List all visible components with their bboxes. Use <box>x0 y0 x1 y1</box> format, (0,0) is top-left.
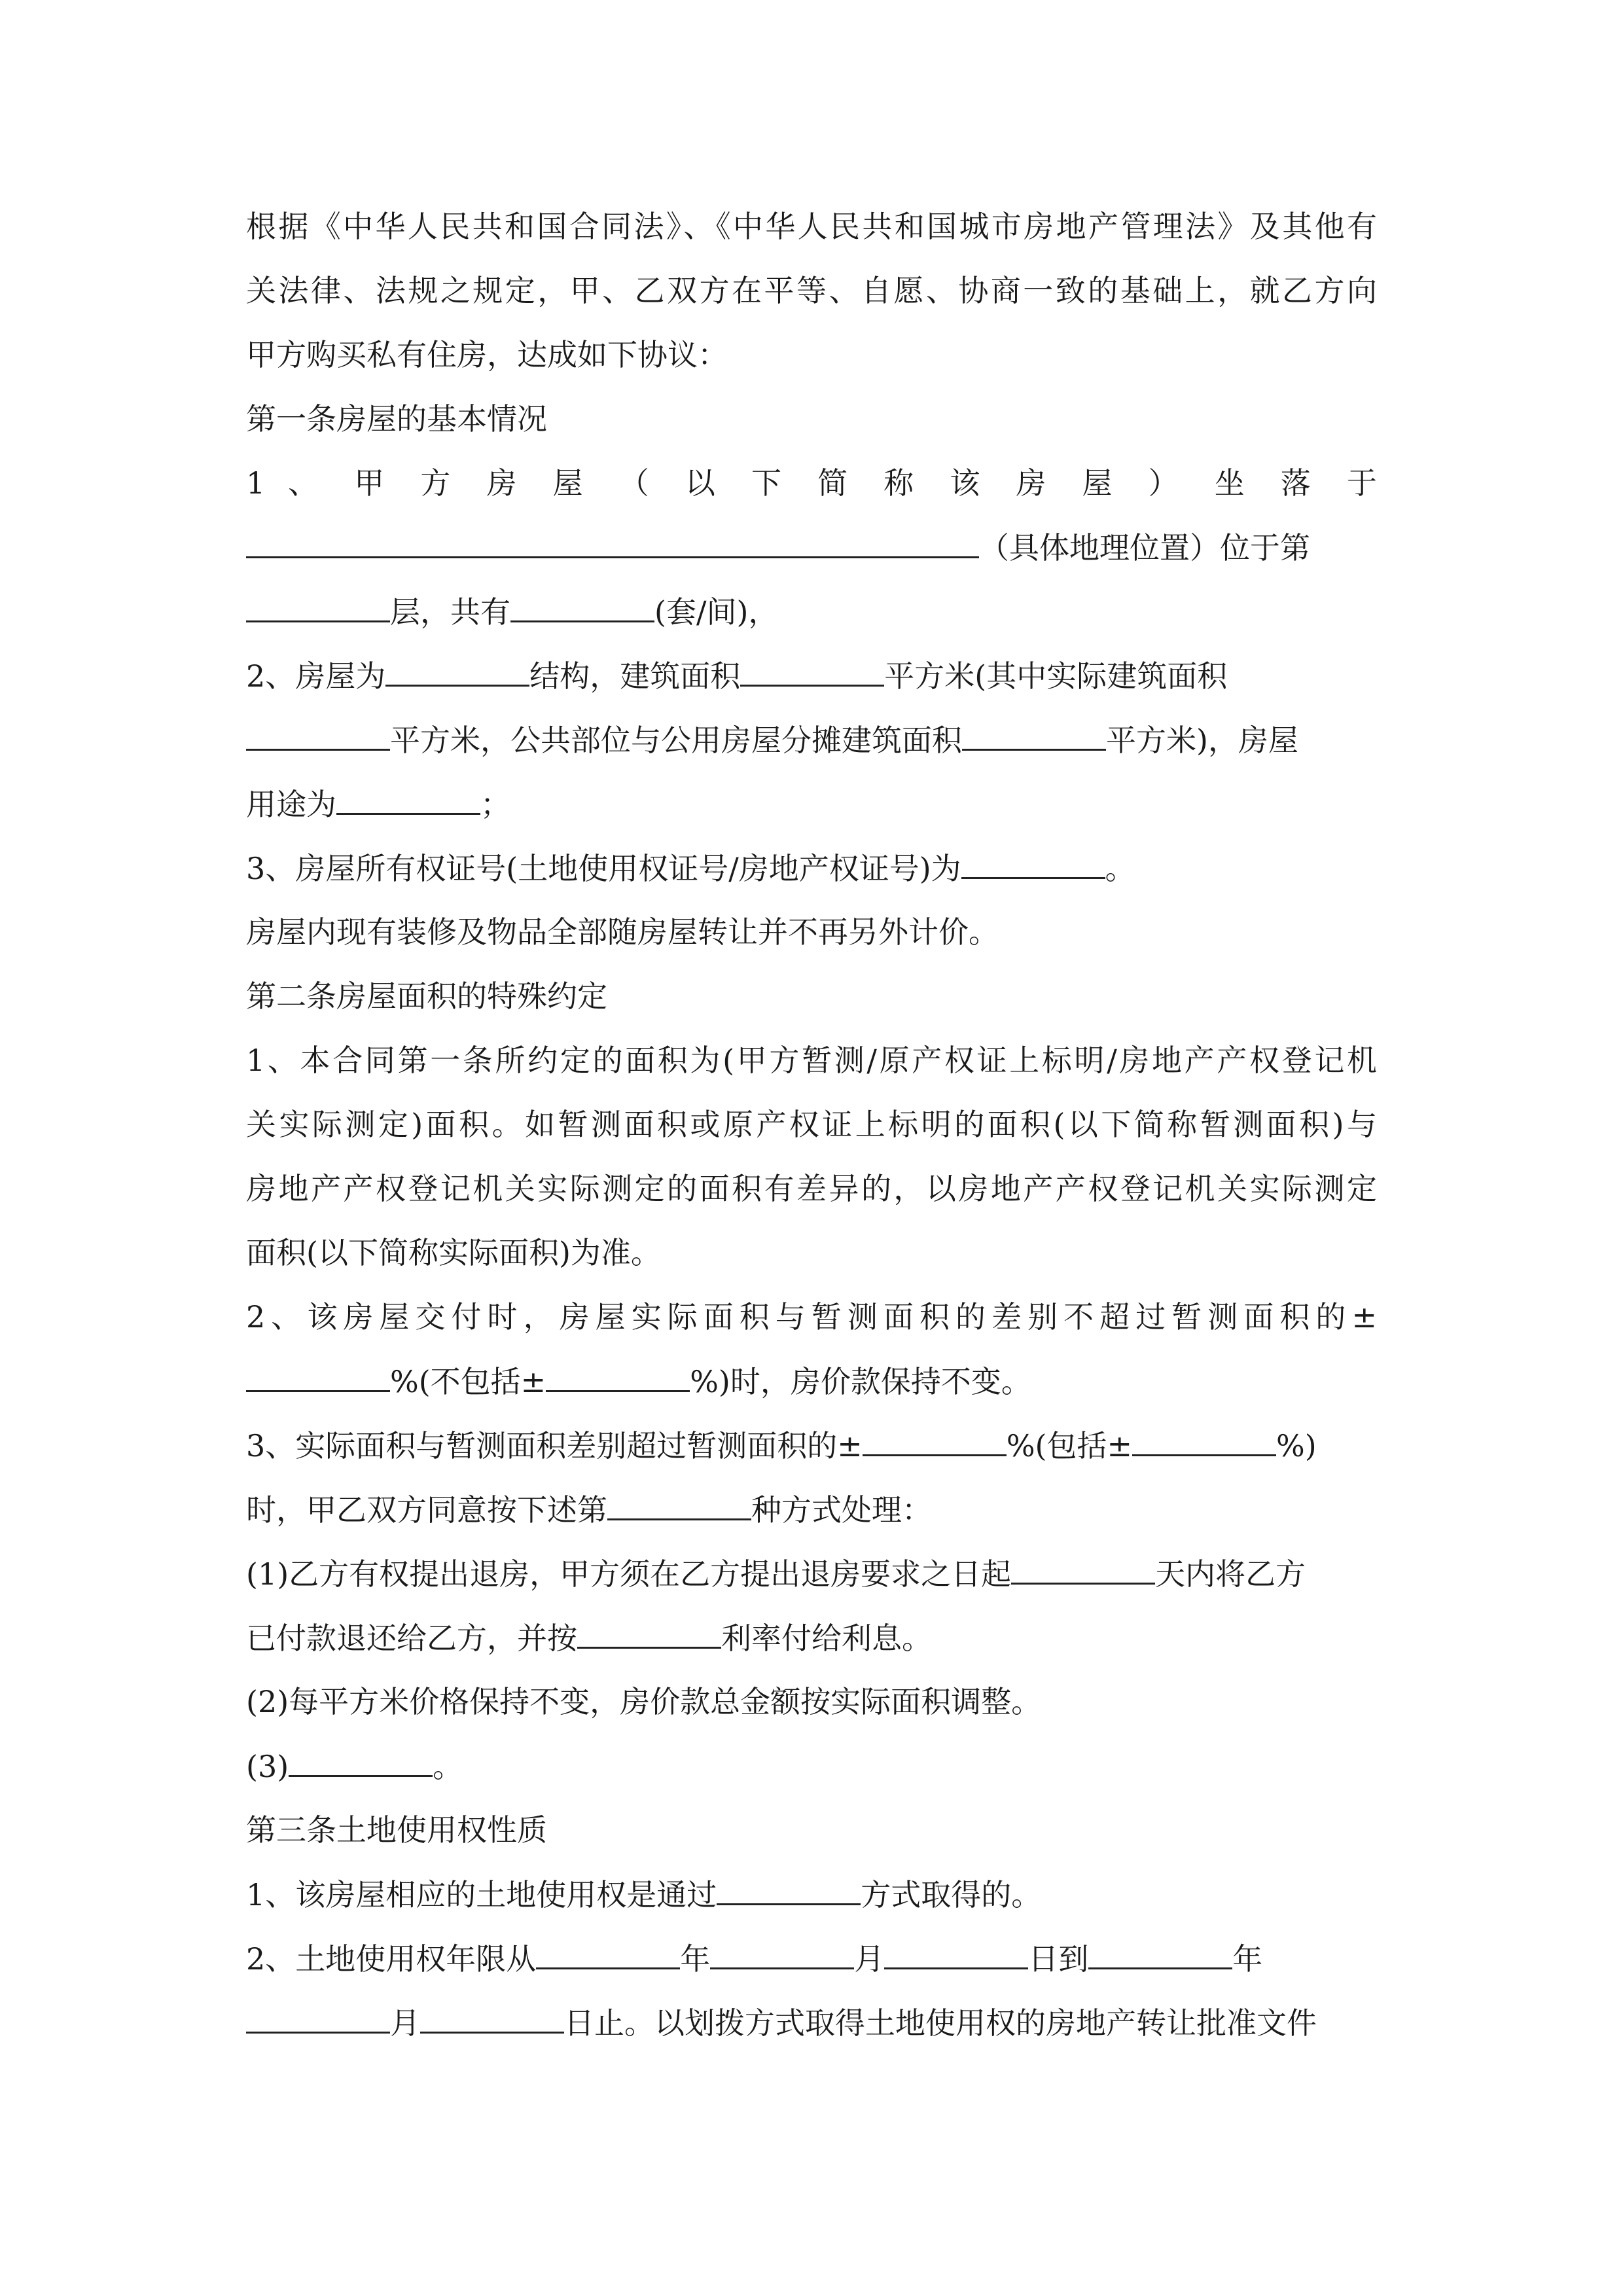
fill-blank[interactable] <box>246 585 390 622</box>
line-text: 。 <box>433 1749 463 1784</box>
text-line <box>246 713 1377 766</box>
line-text: 2、房屋为 <box>246 658 386 694</box>
line-text: ； <box>480 787 510 822</box>
fill-blank[interactable] <box>546 1355 690 1392</box>
text-line <box>246 778 1377 830</box>
line-text: %(不包括± <box>390 1364 546 1399</box>
fill-blank[interactable] <box>1088 1932 1232 1969</box>
fill-blank[interactable] <box>246 1996 390 2034</box>
line-text: 平方米(其中实际建筑面积 <box>884 658 1228 694</box>
fill-blank[interactable] <box>961 842 1105 879</box>
line-text: 结构，建筑面积 <box>529 658 741 694</box>
fill-blank[interactable] <box>246 713 390 751</box>
fill-blank[interactable] <box>420 1996 564 2034</box>
fill-blank[interactable] <box>607 1483 751 1520</box>
fill-blank[interactable] <box>1132 1419 1276 1456</box>
text-line: 关法律、法规之规定，甲、乙双方在平等、自愿、协商一致的基础上，就乙方向 <box>246 273 1377 308</box>
line-text: 用途为 <box>246 787 336 822</box>
text-line <box>246 1932 1377 1984</box>
line-text: %)时，房价款保持不变。 <box>690 1364 1031 1399</box>
text-line <box>246 1996 1377 2049</box>
fill-blank[interactable] <box>1011 1547 1155 1585</box>
line-text: 时，甲乙双方同意按下述第 <box>246 1492 607 1528</box>
fill-blank[interactable] <box>336 778 480 815</box>
text-line: 2、该房屋交付时，房屋实际面积与暂测面积的差别不超过暂测面积的± <box>246 1299 1377 1335</box>
text-line: 甲方购买私有住房，达成如下协议： <box>246 337 728 372</box>
fill-blank[interactable] <box>717 1868 861 1905</box>
text-line <box>246 1547 1377 1600</box>
text-line <box>246 649 1377 702</box>
line-text: (套/间)， <box>654 594 779 630</box>
line-text: 日止。以划拨方式取得土地使用权的房地产转让批准文件 <box>564 2005 1317 2041</box>
text-line: 1 、 甲 方 房 屋 （ 以 下 简 称 该 房 屋 ） 坐 落 于 <box>246 465 1377 501</box>
line-text: 1、该房屋相应的土地使用权是通过 <box>246 1877 717 1912</box>
fill-blank[interactable] <box>385 649 529 687</box>
line-text: %(包括± <box>1006 1428 1133 1463</box>
text-line <box>246 842 1377 894</box>
line-text: 3、房屋所有权证号(土地使用权证号/房地产权证号)为 <box>246 851 961 886</box>
line-text: (1)乙方有权提出退房，甲方须在乙方提出退房要求之日起 <box>246 1556 1012 1592</box>
text-line <box>246 1868 1377 1920</box>
line-text: 方式取得的。 <box>861 1877 1042 1912</box>
text-line <box>246 1483 1377 1535</box>
text-line: 根据《中华人民共和国合同法》、《中华人民共和国城市房地产管理法》及其他有 <box>246 209 1377 244</box>
line-text: 。 <box>1105 851 1135 886</box>
text-line <box>246 521 1377 573</box>
text-line: 房地产产权登记机关实际测定的面积有差异的，以房地产产权登记机关实际测定 <box>246 1171 1377 1206</box>
line-text: 2、土地使用权年限从 <box>246 1941 537 1977</box>
fill-blank[interactable] <box>246 1355 390 1392</box>
text-line: 关实际测定)面积。如暂测面积或原产权证上标明的面积(以下简称暂测面积)与 <box>246 1107 1377 1142</box>
fill-blank[interactable] <box>536 1932 680 1969</box>
line-text: 月 <box>854 1941 885 1977</box>
fill-blank[interactable] <box>863 1419 1007 1456</box>
fill-blank[interactable] <box>962 713 1106 751</box>
text-line <box>246 1419 1377 1471</box>
line-text: 种方式处理： <box>751 1492 932 1528</box>
line-text: 日到 <box>1028 1941 1089 1977</box>
line-text: 年 <box>680 1941 711 1977</box>
text-line <box>246 1611 1377 1664</box>
text-line: (2)每平方米价格保持不变，房价款总金额按实际面积调整。 <box>246 1684 1042 1719</box>
fill-blank[interactable] <box>510 585 654 622</box>
line-text: %) <box>1276 1428 1317 1463</box>
section-heading: 第二条房屋面积的特殊约定 <box>246 978 607 1014</box>
fill-blank[interactable] <box>710 1932 854 1969</box>
line-text: (3) <box>246 1749 289 1784</box>
line-text: 年 <box>1232 1941 1263 1977</box>
text-line <box>246 1740 1377 1792</box>
line-text: 天内将乙方 <box>1155 1556 1306 1592</box>
fill-blank[interactable] <box>289 1740 433 1777</box>
line-text: 层，共有 <box>390 594 510 630</box>
text-line: 房屋内现有装修及物品全部随房屋转让并不再另外计价。 <box>246 914 999 950</box>
line-text: 月 <box>390 2005 420 2041</box>
line-text: 平方米，公共部位与公用房屋分摊建筑面积 <box>390 723 962 758</box>
text-line: 面积(以下简称实际面积)为准。 <box>246 1235 661 1270</box>
fill-blank[interactable] <box>577 1611 721 1649</box>
line-text: （具体地理位置）位于第 <box>979 530 1310 565</box>
section-heading: 第一条房屋的基本情况 <box>246 401 547 437</box>
line-text: 已付款退还给乙方，并按 <box>246 1621 577 1656</box>
line-text: 平方米)，房屋 <box>1106 723 1298 758</box>
fill-blank[interactable] <box>740 649 884 687</box>
line-text: 利率付给利息。 <box>721 1621 932 1656</box>
section-heading: 第三条土地使用权性质 <box>246 1812 547 1848</box>
fill-blank[interactable] <box>884 1932 1028 1969</box>
text-line <box>246 585 1377 637</box>
fill-blank[interactable] <box>246 521 979 558</box>
text-line: 1、本合同第一条所约定的面积为(甲方暂测/原产权证上标明/房地产产权登记机 <box>246 1043 1377 1078</box>
text-line <box>246 1355 1377 1407</box>
line-text: 3、实际面积与暂测面积差别超过暂测面积的± <box>246 1428 863 1463</box>
